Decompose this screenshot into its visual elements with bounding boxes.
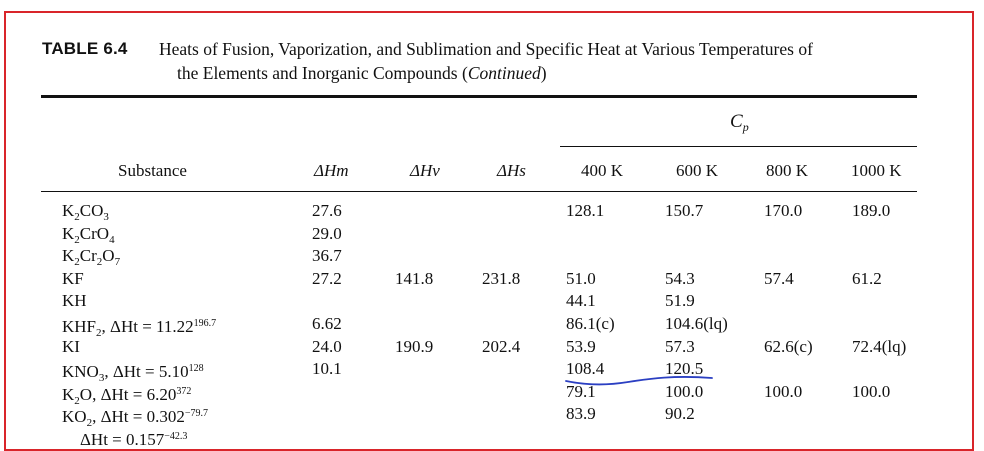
cell-hm: 10.1 — [312, 359, 342, 379]
cell-600k: 90.2 — [665, 404, 695, 424]
cell-hm: 36.7 — [312, 246, 342, 266]
header-hs-text: ΔHs — [497, 161, 526, 180]
cell-400k: 79.1 — [566, 381, 596, 401]
handwritten-underline — [566, 377, 712, 385]
cell-800k: 100.0 — [764, 381, 803, 401]
caption-line-2-suffix: ) — [540, 63, 547, 83]
substance-cell: $K_2CO_3$ — [62, 201, 109, 223]
header-hm-text: ΔHm — [314, 161, 349, 180]
cell-800k: 57.4 — [764, 268, 794, 288]
header-1000k: 1000 K — [851, 161, 902, 180]
substance-cell: $KO_2$, $\Delta Ht = 0.302^{-79.7}$ — [62, 407, 208, 430]
substance-cell: KI — [62, 336, 80, 356]
cell-600k: 150.7 — [665, 201, 704, 220]
cell-1000k: 61.2 — [852, 268, 882, 288]
substance-cell: $\Delta Ht = 0.157^{-42.3}$ — [80, 430, 188, 449]
cell-1000k: 189.0 — [852, 201, 891, 220]
caption-line-1: Heats of Fusion, Vaporization, and Sublimation and Specific Heat at Various Temperatures of — [159, 39, 813, 59]
cell-400k: 83.9 — [566, 404, 596, 424]
cell-600k: 54.3 — [665, 268, 695, 288]
cell-400k: 128.1 — [566, 201, 605, 220]
substance-cell: $KNO_3$, $\Delta Ht = 5.10^{128}$ — [62, 362, 204, 385]
header-substance: Substance — [118, 161, 187, 180]
cell-400k: 86.1(c) — [566, 314, 615, 333]
cell-hm: 29.0 — [312, 223, 342, 243]
caption-line-2-prefix: the Elements and Inorganic Compounds ( — [177, 63, 468, 83]
cell-1000k: 100.0 — [852, 381, 891, 401]
cp-symbol: C — [730, 111, 743, 132]
cell-hm: 6.62 — [312, 314, 342, 333]
cell-hv: 190.9 — [395, 336, 434, 356]
cp-subscript: p — [742, 120, 749, 134]
cell-600k: 51.9 — [665, 291, 695, 311]
caption-line-2-emph: Continued — [467, 63, 541, 83]
cell-600k: 100.0 — [665, 381, 704, 401]
cell-hs: 231.8 — [482, 268, 521, 288]
cell-600k: 104.6(lq) — [665, 314, 728, 333]
cell-hv: 141.8 — [395, 268, 434, 288]
cell-400k: 53.9 — [566, 336, 596, 356]
substance-cell: $KHF_2$, $\Delta Ht = 11.22^{196.7}$ — [62, 317, 217, 339]
substance-cell: $K_2CrO_4$ — [62, 223, 115, 246]
cell-hm: 27.2 — [312, 268, 342, 288]
header-hv-text: ΔHv — [410, 161, 440, 180]
cell-800k: 62.6(c) — [764, 336, 813, 356]
substance-cell: $K_2Cr_2O_7$ — [62, 246, 121, 269]
substance-cell: $K_2O$, $\Delta Ht = 6.20^{372}$ — [62, 384, 192, 407]
substance-cell: KF — [62, 268, 84, 288]
cell-800k: 170.0 — [764, 201, 803, 220]
cell-400k: 108.4 — [566, 359, 605, 379]
header-600k: 600 K — [676, 161, 719, 180]
cell-hm: 24.0 — [312, 336, 342, 356]
cell-400k: 44.1 — [566, 291, 596, 311]
cell-600k: 120.5 — [665, 359, 704, 379]
header-400k: 400 K — [581, 161, 624, 180]
substance-cell: KH — [62, 291, 87, 311]
cell-600k: 57.3 — [665, 336, 695, 356]
table-label: TABLE 6.4 — [42, 39, 128, 58]
cell-1000k: 72.4(lq) — [852, 336, 907, 356]
cell-400k: 51.0 — [566, 268, 596, 288]
cell-hm: 27.6 — [312, 201, 342, 220]
header-800k: 800 K — [766, 161, 809, 180]
cell-hs: 202.4 — [482, 336, 521, 356]
